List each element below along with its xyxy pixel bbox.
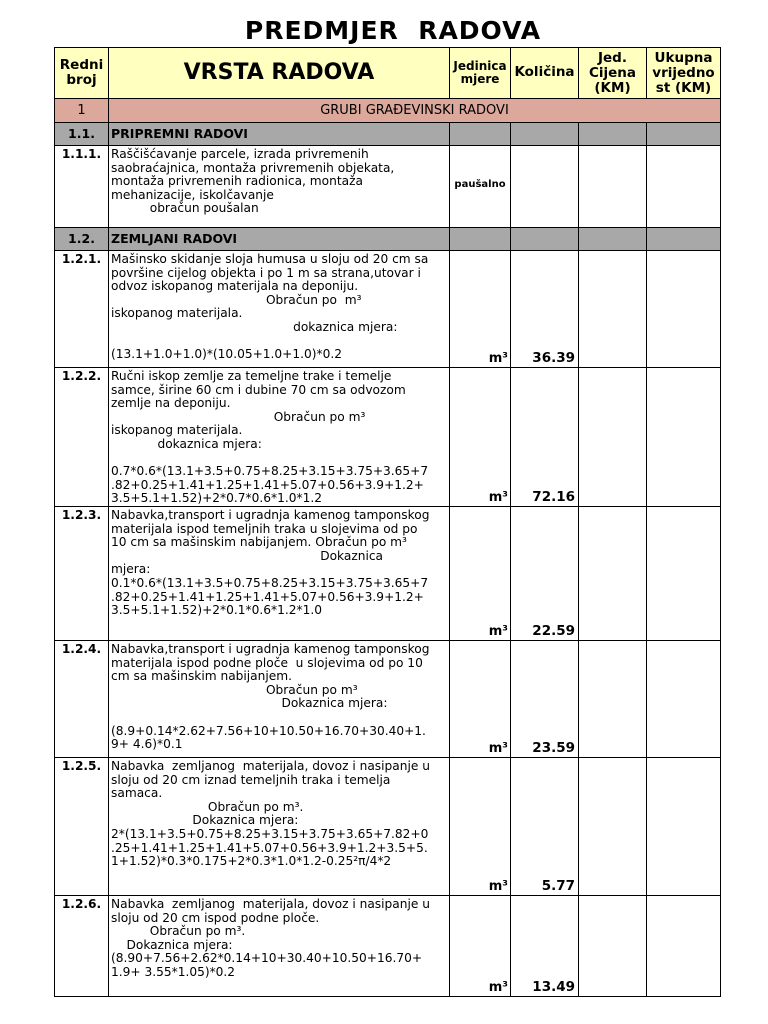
table-row xyxy=(55,640,721,757)
section-title: GRUBI GRAĐEVINSKI RADOVI xyxy=(109,99,721,123)
subsection-title: PRIPREMNI RADOVI xyxy=(109,123,450,146)
item-unit: m³ xyxy=(488,624,508,640)
table-header-row xyxy=(55,48,721,99)
item-number: 1.2.4. xyxy=(55,640,109,757)
item-number: 1.1.1. xyxy=(55,146,109,228)
item-unit-price xyxy=(579,251,647,368)
table-row xyxy=(55,251,721,368)
item-description: Nabavka zemljanog materijala, dovoz i nasipanje u sloju od 20 cm iznad temeljnih traka i temelja samaca. Obračun po m³. Dokaznica mjera: 2*(13.1+3.5+0.75+8.25+3.15+3.75+3.65+7.82+0 .25+1.41+1.25+1.41+5.07+0.56+3.9+1.2+3.5+5. 1+1.52)*0.3*0.175+2*0.3*1.0*1.2-0.25²π/4*2 xyxy=(109,757,450,895)
item-total xyxy=(647,251,721,368)
item-total xyxy=(647,640,721,757)
table-row xyxy=(55,506,721,640)
item-total xyxy=(647,146,721,228)
item-quantity: 13.49 xyxy=(532,979,575,996)
item-description: Raščišćavanje parcele, izrada privremenih saobraćajnica, montaža privremenih objekata, montaža privremenih radionica, montaža mehanizacije, iskolčavanje obračun poušalan xyxy=(109,146,450,228)
item-number: 1.2.2. xyxy=(55,368,109,507)
item-total xyxy=(647,895,721,996)
item-number: 1.2.5. xyxy=(55,757,109,895)
table-row xyxy=(55,757,721,895)
item-unit: paušalno xyxy=(454,179,506,190)
item-unit: m³ xyxy=(488,351,508,367)
table-row xyxy=(55,146,721,228)
item-unit: m³ xyxy=(488,980,508,996)
page-title: PREDMJER RADOVA xyxy=(244,16,542,45)
subsection-title: ZEMLJANI RADOVI xyxy=(109,228,450,251)
subsection-row xyxy=(55,123,721,146)
subsection-row xyxy=(55,228,721,251)
item-unit: m³ xyxy=(488,741,508,757)
header-redni-broj: Redni broj xyxy=(55,48,109,99)
item-quantity: 22.59 xyxy=(532,623,575,640)
item-description: Nabavka zemljanog materijala, dovoz i nasipanje u sloju od 20 cm ispod podne ploče. Obračun po m³. Dokaznica mjera: (8.90+7.56+2.62*0.14+10+30.40+10.50+16.70+ 1.9+ 3.55*1.05)*0.2 xyxy=(109,895,450,996)
item-unit-price xyxy=(579,895,647,996)
section-number: 1 xyxy=(55,99,109,123)
item-total xyxy=(647,506,721,640)
subsection-number: 1.1. xyxy=(55,123,109,146)
item-unit-price xyxy=(579,368,647,507)
item-quantity: 72.16 xyxy=(532,489,575,506)
item-quantity: 36.39 xyxy=(532,350,575,367)
header-ukupna-vrijednost: Ukupna vrijedno st (KM) xyxy=(647,48,721,99)
item-description: Ručni iskop zemlje za temeljne trake i temelje samce, širine 60 cm i dubine 70 cm sa odvozom zemlje na deponiju. Obračun po m³ iskopanog materijala. dokaznica mjera: 0.7*0.6*(13.1+3.5+0.75+8.25+3.15+3.75+3.65+7 .82+0.25+1.41+1.25+1.41+5.07+0.56+3.9+1.2+ 3.5+5.1+1.52)+2*0.7*0.6*1.0*1.2 xyxy=(109,368,450,507)
item-number: 1.2.6. xyxy=(55,895,109,996)
item-unit-price xyxy=(579,146,647,228)
item-unit-price xyxy=(579,640,647,757)
item-total xyxy=(647,368,721,507)
item-description: Mašinsko skidanje sloja humusa u sloju od 20 cm sa površine cijelog objekta i po 1 m sa strana,utovar i odvoz iskopanog materijala na deponiju. Obračun po m³ iskopanog materijala. dokaznica mjera: (13.1+1.0+1.0)*(10.05+1.0+1.0)*0.2 xyxy=(109,251,450,368)
subsection-number: 1.2. xyxy=(55,228,109,251)
item-unit: m³ xyxy=(488,879,508,895)
bill-of-quantities-table xyxy=(54,47,721,997)
header-kolicina: Količina xyxy=(511,48,579,99)
table-row xyxy=(55,368,721,507)
item-quantity: 5.77 xyxy=(541,878,575,895)
header-vrsta-radova: VRSTA RADOVA xyxy=(109,48,450,99)
item-quantity: 23.59 xyxy=(532,740,575,757)
item-unit: m³ xyxy=(488,490,508,506)
section-row xyxy=(55,99,721,123)
item-description: Nabavka,transport i ugradnja kamenog tamponskog materijala ispod temeljnih traka u slojevima od po 10 cm sa mašinskim nabijanjem. Obračun po m³ Dokaznica mjera: 0.1*0.6*(13.1+3.5+0.75+8.25+3.15+3.75+3.65+7 .82+0.25+1.41+1.25+1.41+5.07+0.56+3.9+1.2+ 3.5+5.1+1.52)+2*0.1*0.6*1.2*1.0 xyxy=(109,506,450,640)
item-number: 1.2.1. xyxy=(55,251,109,368)
item-description: Nabavka,transport i ugradnja kamenog tamponskog materijala ispod podne ploče u slojevima od po 10 cm sa mašinskim nabijanjem. Obračun po m³ Dokaznica mjera: (8.9+0.14*2.62+7.56+10+10.50+16.70+30.40+1. 9+ 4.6)*0.1 xyxy=(109,640,450,757)
header-jed-cijena: Jed. Cijena (KM) xyxy=(579,48,647,99)
header-jedinica-mjere: Jedinica mjere xyxy=(450,48,511,99)
item-total xyxy=(647,757,721,895)
item-unit-price xyxy=(579,506,647,640)
item-unit-price xyxy=(579,757,647,895)
item-number: 1.2.3. xyxy=(55,506,109,640)
table-row xyxy=(55,895,721,996)
